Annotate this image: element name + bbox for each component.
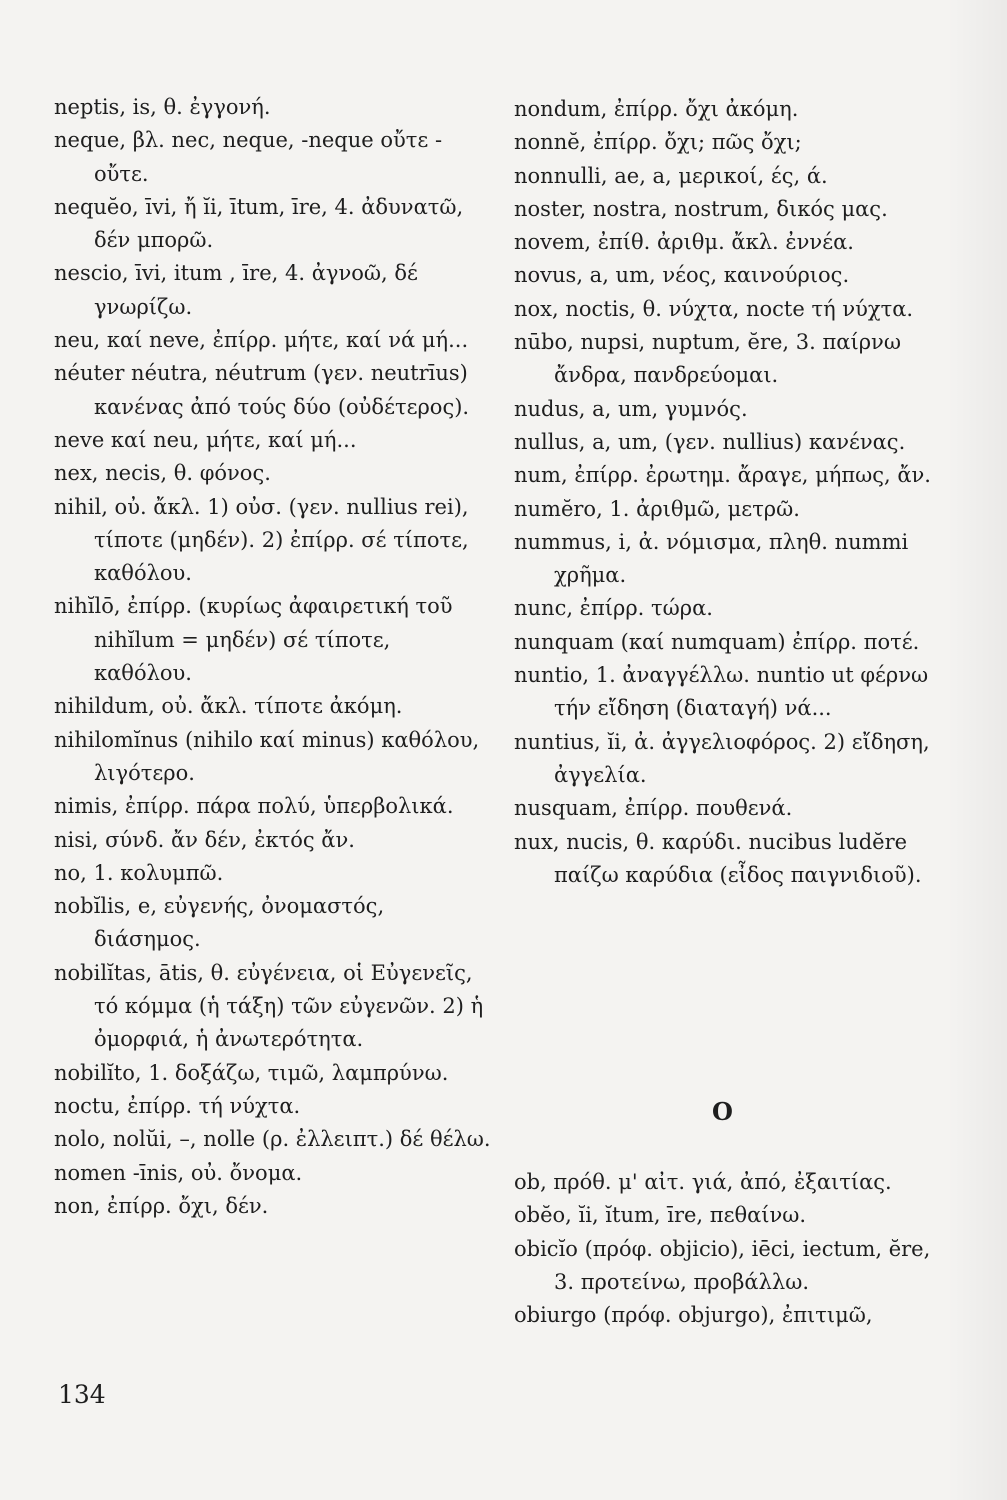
entry-nihildum: nihildum, οὐ. ἄκλ. τίποτε ἀκόμη. bbox=[54, 694, 403, 719]
section-heading-o: O bbox=[712, 1097, 734, 1126]
entry-novus: novus, a, um, νέος, καινούριος. bbox=[514, 263, 850, 288]
entry-nux: nux, nucis, θ. καρύδι. nucibus ludĕre παίζω καρύδια (εἶδος παιγνιδιοῦ). bbox=[514, 829, 922, 887]
entry-nequeo: nequĕo, īvi, ἤ ĭi, ītum, īre, 4. ἀδυνατῶ, δέν μπορῶ. bbox=[54, 194, 464, 253]
entry-nihilo: nihĭlō, ἐπίρρ. (κυρίως ἀφαιρετική τοῦ nihĭlum = μηδέν) σέ τίποτε, καθόλου. bbox=[54, 594, 453, 686]
entry-nolo: nolo, nolŭi, –, nolle (ρ. ἐλλειπτ.) δέ θέλω. bbox=[54, 1127, 491, 1152]
entry-nobilis: nobĭlis, e, εὐγενής, ὀνομαστός, διάσημος. bbox=[54, 894, 385, 952]
entry-nihil: nihil, οὐ. ἄκλ. 1) οὐσ. (γεν. nullius rei), τίποτε (μηδέν). 2) ἐπίρρ. σέ τίποτε, καθόλου. bbox=[54, 494, 469, 586]
entry-obicio: obicĭo (πρόφ. objicio), iēci, iectum, ĕre, 3. προτείνω, προβάλλω. bbox=[514, 1236, 931, 1294]
entry-nondum: nondum, ἐπίρρ. ὄχι ἀκόμη. bbox=[514, 97, 799, 121]
entry-neuter: néuter néutra, néutrum (γεν. neutrīus) κανένας ἀπό τούς δύο (οὐδέτερος). bbox=[54, 361, 470, 419]
entry-nihilominus: nihilomĭnus (nihilo καί minus) καθόλου, λιγότερο. bbox=[54, 727, 480, 785]
entry-noctu: noctu, ἐπίρρ. τή νύχτα. bbox=[54, 1093, 301, 1118]
entry-nubo: nūbo, nupsi, nuptum, ĕre, 3. παίρνω ἄνδρα, πανδρεύομαι. bbox=[514, 330, 901, 388]
entry-obeo: obĕo, ĭi, ĭtum, īre, πεθαίνω. bbox=[514, 1203, 807, 1228]
entry-non: non, ἐπίρρ. ὄχι, δέν. bbox=[54, 1193, 269, 1218]
entry-nuntius: nuntius, ĭi, ἀ. ἀγγελιοφόρος. 2) εἴδηση, ἀγγελία. bbox=[514, 729, 930, 787]
entry-nudus: nudus, a, um, γυμνός. bbox=[514, 396, 748, 421]
entry-nuntio: nuntio, 1. ἀναγγέλλω. nuntio ut φέρνω τήν εἴδηση (διαταγή) νά... bbox=[514, 663, 929, 721]
page-number: 134 bbox=[58, 1380, 106, 1409]
right-column bbox=[514, 93, 950, 892]
entry-num: num, ἐπίρρ. ἐρωτημ. ἄραγε, μήπως, ἄν. bbox=[514, 463, 931, 488]
entry-nescio: nescio, īvi, itum , īre, 4. ἀγνοῶ, δέ γνωρίζω. bbox=[54, 261, 418, 319]
entry-nomen: nomen -īnis, οὐ. ὄνομα. bbox=[54, 1160, 303, 1185]
entry-neque: neque, βλ. nec, neque, -neque οὔτε - οὔτε. bbox=[54, 128, 443, 186]
entry-nummus: nummus, i, ἀ. νόμισμα, πληθ. nummi χρῆμα. bbox=[514, 529, 909, 588]
entry-nunc: nunc, ἐπίρρ. τώρα. bbox=[514, 596, 713, 621]
entry-neu: neu, καί neve, ἐπίρρ. μήτε, καί νά μή... bbox=[54, 328, 469, 353]
entry-nonne: nonnĕ, ἐπίρρ. ὄχι; πῶς ὄχι; bbox=[514, 130, 802, 155]
entry-nonnulli: nonnulli, ae, a, μερικοί, ές, ά. bbox=[514, 163, 828, 188]
page-edge-shadow bbox=[947, 0, 1007, 1500]
entry-no: no, 1. κολυμπῶ. bbox=[54, 860, 224, 885]
entry-noster: noster, nostra, nostrum, δικός μας. bbox=[514, 196, 888, 221]
entry-nobilito: nobilĭto, 1. δοξάζω, τιμῶ, λαμπρύνω. bbox=[54, 1060, 449, 1085]
entry-nobilitas: nobilĭtas, ātis, θ. εὐγένεια, οἱ Εὐγενεῖς, τό κόμμα (ἡ τάξη) τῶν εὐγενῶν. 2) ἡ ὀμορφιά, ἡ ἀνωτερότητα. bbox=[54, 960, 484, 1052]
entry-novem: novem, ἐπίθ. ἀριθμ. ἄκλ. ἐννέα. bbox=[514, 230, 854, 255]
entry-numero: numĕro, 1. ἀριθμῶ, μετρῶ. bbox=[514, 496, 800, 521]
entry-nullus: nullus, a, um, (γεν. nullius) κανένας. bbox=[514, 429, 906, 454]
entry-nunquam: nunquam (καί numquam) ἐπίρρ. ποτέ. bbox=[514, 629, 920, 654]
entry-neptis: neptis, is, θ. ἐγγονή. bbox=[54, 95, 271, 119]
entry-nisi: nisi, σύνδ. ἄν δέν, ἐκτός ἄν. bbox=[54, 827, 355, 852]
entry-nimis: nimis, ἐπίρρ. πάρα πολύ, ὑπερβολικά. bbox=[54, 794, 454, 819]
entry-nusquam: nusquam, ἐπίρρ. πουθενά. bbox=[514, 796, 793, 821]
section-o-entries bbox=[514, 1166, 950, 1332]
entry-nex: nex, necis, θ. φόνος. bbox=[54, 461, 271, 486]
entry-obiurgo: obiurgo (πρόφ. objurgo), ἐπιτιμῶ, bbox=[514, 1303, 873, 1328]
left-column bbox=[54, 91, 494, 1223]
entry-ob: ob, πρόθ. μ' αἰτ. γιά, ἀπό, ἐξαιτίας. bbox=[514, 1170, 892, 1194]
entry-neve: neve καί neu, μήτε, καί μή... bbox=[54, 427, 357, 452]
entry-nox: nox, noctis, θ. νύχτα, nocte τή νύχτα. bbox=[514, 296, 914, 321]
